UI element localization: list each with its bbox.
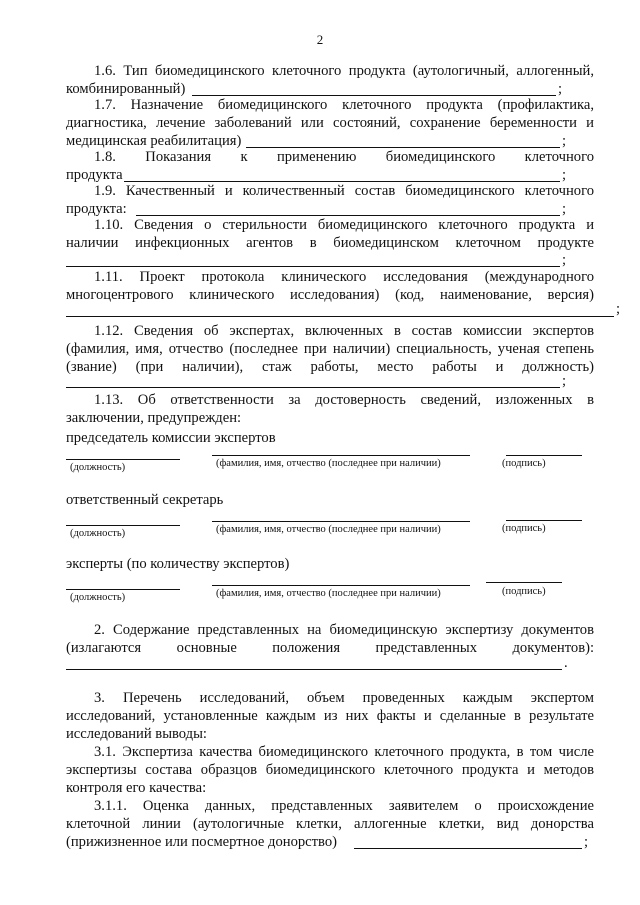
semicolon: ; bbox=[562, 252, 567, 268]
signature-line bbox=[506, 520, 582, 521]
semicolon: ; bbox=[562, 167, 567, 183]
semicolon: ; bbox=[562, 201, 567, 217]
item-1-12-line-2: (фамилия, имя, отчество (последнее при наличии) специальность, ученая степень bbox=[66, 341, 594, 357]
section-3-line-3: исследований выводы: bbox=[66, 726, 207, 742]
item-1-7-line-1: 1.7. Назначение биомедицинского клеточного продукта (профилактика, bbox=[94, 97, 594, 113]
semicolon: ; bbox=[558, 81, 563, 97]
item-1-9-line-2: продукта: bbox=[66, 201, 127, 217]
section-3-1-line-2: экспертизы состава образцов биомедицинского клеточного продукта и методов bbox=[66, 762, 594, 778]
semicolon: ; bbox=[562, 133, 567, 149]
section-3-1-1-line-3: (прижизненное или посмертное донорство) bbox=[66, 834, 337, 850]
experts-label: эксперты (по количеству экспертов) bbox=[66, 556, 290, 572]
signature-line bbox=[486, 582, 562, 583]
fill-line bbox=[66, 266, 560, 267]
signature-line bbox=[212, 585, 470, 586]
section-2-line-1: 2. Содержание представленных на биомедицинскую экспертизу документов bbox=[94, 622, 594, 638]
caption-name: (фамилия, имя, отчество (последнее при наличии) bbox=[216, 524, 441, 535]
section-3-1-1-line-2: клеточной линии (аутологичные клетки, аллогенные клетки, вид донорства bbox=[66, 816, 594, 832]
caption-name: (фамилия, имя, отчество (последнее при наличии) bbox=[216, 588, 441, 599]
fill-line bbox=[66, 387, 560, 388]
item-1-12-line-1: 1.12. Сведения об экспертах, включенных в состав комиссии экспертов bbox=[94, 323, 594, 339]
caption-position: (должность) bbox=[70, 528, 126, 539]
semicolon: ; bbox=[616, 301, 621, 317]
item-1-12-line-3: (звание) (при наличии), стаж работы, место работы и должность) bbox=[66, 359, 594, 375]
semicolon: ; bbox=[562, 373, 567, 389]
signature-line bbox=[212, 455, 470, 456]
item-1-8-line-2: продукта bbox=[66, 167, 123, 183]
caption-position: (должность) bbox=[70, 462, 126, 473]
section-3-1-line-3: контроля его качества: bbox=[66, 780, 207, 796]
item-1-11-line-2: многоцентрового клинического исследования) (код, наименование, версия) bbox=[66, 287, 594, 303]
period: . bbox=[564, 655, 568, 671]
item-1-7-line-3: медицинская реабилитация) bbox=[66, 133, 242, 149]
item-1-10-line-1: 1.10. Сведения о стерильности биомедицинского клеточного продукта и bbox=[94, 217, 594, 233]
section-3-1-1-line-1: 3.1.1. Оценка данных, представленных заявителем о происхождение bbox=[94, 798, 594, 814]
item-1-10-line-2: наличии инфекционных агентов в биомедицинском клеточном продукте bbox=[66, 235, 594, 251]
chair-label: председатель комиссии экспертов bbox=[66, 430, 276, 446]
fill-line bbox=[66, 669, 562, 670]
signature-line bbox=[506, 455, 582, 456]
section-3-line-1: 3. Перечень исследований, объем проведенных каждым экспертом bbox=[94, 690, 594, 706]
signature-line bbox=[66, 459, 180, 460]
caption-sign: (подпись) bbox=[502, 586, 546, 597]
item-1-6-line-2: комбинированный) bbox=[66, 81, 186, 97]
item-1-13-line-1: 1.13. Об ответственности за достоверность сведений, изложенных в bbox=[94, 392, 594, 408]
caption-sign: (подпись) bbox=[502, 458, 546, 469]
page-number: 2 bbox=[316, 32, 324, 47]
caption-sign: (подпись) bbox=[502, 523, 546, 534]
signature-line bbox=[212, 521, 470, 522]
caption-position: (должность) bbox=[70, 592, 126, 603]
fill-line bbox=[354, 848, 582, 849]
item-1-11-line-1: 1.11. Проект протокола клинического исследования (международного bbox=[94, 269, 594, 285]
item-1-7-line-2: диагностика, лечение заболеваний или состояний, сохранение беременности и bbox=[66, 115, 594, 131]
section-3-1-line-1: 3.1. Экспертиза качества биомедицинского клеточного продукта, в том числе bbox=[94, 744, 594, 760]
item-1-13-line-2: заключении, предупрежден: bbox=[66, 410, 242, 426]
item-1-9-line-1: 1.9. Качественный и количественный состав биомедицинского клеточного bbox=[94, 183, 594, 199]
fill-line bbox=[66, 316, 614, 317]
caption-name: (фамилия, имя, отчество (последнее при наличии) bbox=[216, 458, 441, 469]
item-1-6-line-1: 1.6. Тип биомедицинского клеточного продукта (аутологичный, аллогенный, bbox=[94, 63, 594, 79]
item-1-8-line-1: 1.8. Показания к применению биомедицинского клеточного bbox=[94, 149, 594, 165]
signature-line bbox=[66, 589, 180, 590]
semicolon: ; bbox=[584, 834, 589, 850]
secretary-label: ответственный секретарь bbox=[66, 492, 224, 508]
signature-line bbox=[66, 525, 180, 526]
section-3-line-2: исследований, установленные каждым из них факты и сделанные в результате bbox=[66, 708, 594, 724]
section-2-line-2: (излагаются основные положения представленных документов): bbox=[66, 640, 594, 656]
